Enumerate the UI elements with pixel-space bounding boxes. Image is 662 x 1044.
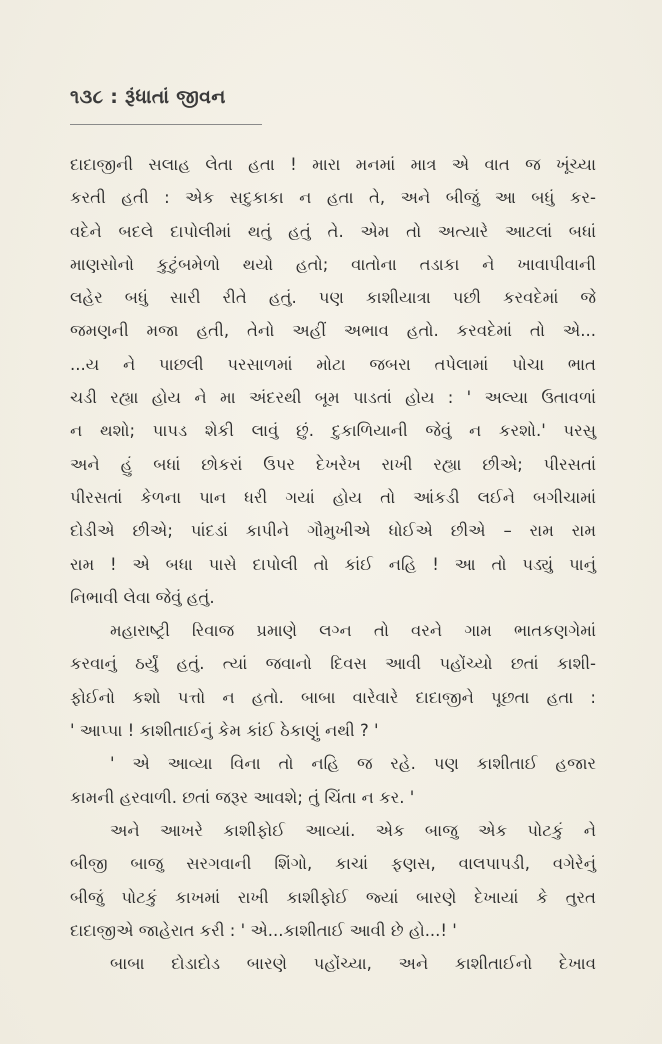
text-line: નિભાવી લેવા જેવું હતું.	[70, 587, 215, 607]
text-line: પીરસતાં કેળના પાન ધરી ગયાં હોય તો આંકડી લઈને બગીચામાં	[70, 487, 596, 507]
running-head: ૧૩૮ : રૂંધાતાં જીવન	[70, 86, 226, 108]
text-line: રામ ! એ બધા પાસે દાપોલી તો કાંઈ નહિ ! આ તો પડ્યું પાનું	[70, 554, 596, 574]
text-line: માણસોનો કુટુંબમેળો થયો હતો; વાતોના તડાકા ને ખાવાપીવાની	[70, 254, 596, 274]
text-line: દોડીએ છીએ; પાંદડાં કાપીને ગૌમુખીએ ધોઈએ છીએ – રામ રામ	[70, 521, 596, 541]
text-line: બાબા દોડાદોડ બારણે પહોંચ્યા, અને કાશીતાઈનો દેખાવ	[110, 954, 596, 974]
text-line: ' આપ્પા ! કાશીતાઈનું કેમ કાંઈ ઠેકાણું નથી ? '	[70, 721, 379, 741]
text-line: કરવાનું ઠર્યું હતું. ત્યાં જવાનો દિવસ આવી પહોંચ્યો છતાં કાશી-	[70, 654, 596, 674]
text-line: કામની હરવાળી. છતાં જરૂર આવશે; તું ચિંતા ન કર. '	[70, 787, 415, 807]
text-line: મહારાષ્ટ્રી રિવાજ પ્રમાણે લગ્ન તો વરને ગામ ભાતકણગેમાં	[110, 621, 596, 641]
text-line: ચડી રહ્યા હોય ને મા અંદરથી બૂમ પાડતાં હોય : ' અલ્યા ઉતાવળાં	[70, 388, 596, 408]
text-line: ફોઈનો કશો પત્તો ન હતો. બાબા વારેવારે દાદાજીને પૂછતા હતા :	[70, 687, 596, 707]
text-line: લહેર બધું સારી રીતે હતું. પણ કાશીયાત્રા પછી કરવદેમાં જે	[70, 288, 596, 308]
text-line: દાદાજીની સલાહ લેતા હતા ! મારા મનમાં માત્ર એ વાત જ ખૂંચ્યા	[70, 155, 596, 174]
text-line: બીજી બાજુ સરગવાની શિંગો, કાચાં ફણસ, વાલપાપડી, વગેરેનું	[70, 854, 596, 874]
text-line: ન થશો; પાપડ શેકી લાવું છું. દુકાળિયાની જેવું ન કરશો.' પરસુ	[70, 421, 596, 441]
body-text	[70, 148, 596, 980]
text-line: કરતી હતી : એક સદુકાકા ન હતા તે, અને બીજું આ બધું કર-	[70, 188, 596, 208]
text-line: દાદાજીએ જાહેરાત કરી : ' એ...કાશીતાઈ આવી છે હો...! '	[70, 920, 457, 940]
text-line: અને આખરે કાશીફોઈ આવ્યાં. એક બાજુ એક પોટકું ને	[110, 820, 596, 840]
text-line: ...ય ને પાછલી પરસાળમાં મોટા જબરા તપેલામાં પોચા ભાત	[70, 354, 596, 374]
text-line: વદેને બદલે દાપોલીમાં થતું હતું તે. એમ તો અત્યારે આટલાં બધાં	[70, 221, 596, 241]
text-line: અને હું બધાં છોકરાં ઉપર દેખરેખ રાખી રહ્યા છીએ; પીરસતાં	[70, 454, 596, 474]
text-line: બીજું પોટકું કાખમાં રાખી કાશીફોઈ જ્યાં બારણે દેખાયાં કે તુરત	[70, 887, 596, 907]
header-rule	[70, 124, 262, 125]
text-line: ' એ આવ્યા વિના તો નહિ જ રહે. પણ કાશીતાઈ હજાર	[110, 754, 596, 774]
text-line: જમણની મજા હતી, તેનો અહીં અભાવ હતો. કરવદેમાં તો એ...	[70, 321, 596, 341]
